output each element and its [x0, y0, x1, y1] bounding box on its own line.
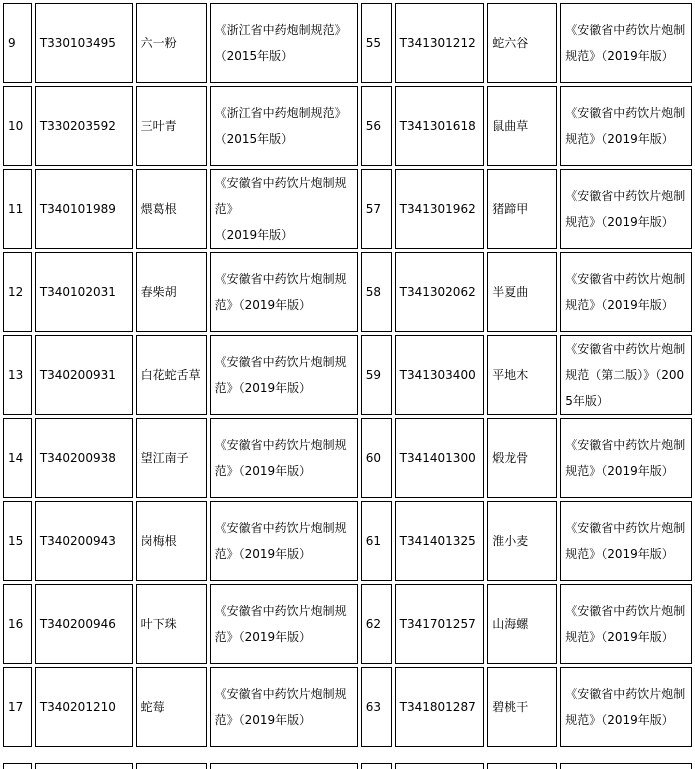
left-standard-text: 《安徽省中药饮片炮制规范》（2019年版）: [214, 355, 347, 395]
right-herb-name-cell: [487, 501, 557, 581]
left-no-text: 9: [8, 36, 16, 50]
left-standard-text: 《浙江省中药炮制规范》 （2015年版）: [214, 106, 347, 146]
left-serial-number-cell: [3, 418, 32, 498]
right-standard-text: 《安徽省中药饮片炮制规范》（2019年版）: [565, 687, 686, 727]
right-standard-text: 《安徽省中药饮片炮制规范（第二版）》（2005年版）: [565, 342, 686, 408]
right-code-text: T341301962: [399, 202, 476, 216]
left-no-text: 17: [8, 700, 24, 714]
left-code-cell: [35, 667, 133, 747]
table-row: [3, 3, 692, 83]
left-standard-text: 《安徽省中药饮片炮制规范》（2019年版）: [214, 272, 347, 312]
right-herb-name-cell: [487, 86, 557, 166]
left-standard-cell: [210, 667, 358, 747]
left-no-text: 10: [8, 119, 24, 133]
right-herb-name-cell: [487, 169, 557, 249]
right-no-text: 62: [365, 617, 382, 631]
left-herb-name-cell: [136, 3, 207, 83]
table-row: [3, 335, 692, 415]
right-herb-name-cell: [487, 667, 557, 747]
left-name-text: 叶下珠: [140, 617, 177, 631]
left-serial-number-cell: [3, 501, 32, 581]
right-code-cell: [395, 3, 485, 83]
left-code-cell: [35, 3, 133, 83]
right-code-text: T341701257: [399, 617, 476, 631]
right-name-text: 半夏曲: [492, 285, 529, 299]
right-serial-number-cell: [361, 501, 392, 581]
left-code-cell: [35, 418, 133, 498]
right-serial-number-cell: [361, 667, 392, 747]
right-no-text: 56: [365, 119, 382, 133]
right-name-text: 蛇六谷: [492, 36, 529, 50]
right-name-text: 平地木: [492, 368, 529, 382]
right-code-cell: [395, 501, 485, 581]
left-code-text: T330203592: [39, 119, 116, 133]
right-code-cell: [395, 584, 485, 664]
left-code-cell: [35, 86, 133, 166]
right-code-cell: [395, 169, 485, 249]
left-herb-name-cell: [136, 418, 207, 498]
left-name-text: 白花蛇舌草: [140, 368, 201, 382]
left-name-text: 春柴胡: [140, 285, 177, 299]
right-code-text: T341301212: [399, 36, 476, 50]
left-code-text: T340200938: [39, 451, 116, 465]
right-standard-text: 《安徽省中药饮片炮制规范》（2019年版）: [565, 106, 686, 146]
right-herb-name-cell: [487, 584, 557, 664]
left-code-cell: [35, 335, 133, 415]
left-name-text: 蛇莓: [140, 700, 165, 714]
left-standard-cell: [210, 418, 358, 498]
left-code-text: T330103495: [39, 36, 116, 50]
right-herb-name-cell: [487, 252, 557, 332]
left-standard-text: 《安徽省中药饮片炮制规范》（2019年版）: [214, 604, 347, 644]
right-code-cell: [395, 252, 485, 332]
left-herb-name-cell: [136, 86, 207, 166]
right-no-text: 60: [365, 451, 382, 465]
left-name-text: 煨葛根: [140, 202, 177, 216]
left-serial-number-cell: [3, 584, 32, 664]
left-serial-number-cell: [3, 335, 32, 415]
right-standard-cell: [560, 667, 692, 747]
left-serial-number-cell: [3, 667, 32, 747]
right-no-text: 63: [365, 700, 382, 714]
left-serial-number-cell: [3, 3, 32, 83]
next-row-cell-edge: [560, 763, 692, 769]
right-name-text: 猪蹄甲: [492, 202, 529, 216]
right-no-text: 61: [365, 534, 382, 548]
left-serial-number-cell: [3, 86, 32, 166]
right-standard-cell: [560, 3, 692, 83]
right-standard-cell: [560, 584, 692, 664]
right-name-text: 煅龙骨: [492, 451, 529, 465]
left-name-text: 三叶青: [140, 119, 177, 133]
right-standard-text: 《安徽省中药饮片炮制规范》（2019年版）: [565, 521, 686, 561]
left-serial-number-cell: [3, 252, 32, 332]
right-serial-number-cell: [361, 584, 392, 664]
right-standard-cell: [560, 418, 692, 498]
left-no-text: 16: [8, 617, 24, 631]
left-code-cell: [35, 501, 133, 581]
left-no-text: 13: [8, 368, 24, 382]
right-code-cell: [395, 418, 485, 498]
table-row: [3, 501, 692, 581]
right-serial-number-cell: [361, 252, 392, 332]
right-no-text: 58: [365, 285, 382, 299]
right-standard-text: 《安徽省中药饮片炮制规范》（2019年版）: [565, 604, 686, 644]
right-standard-text: 《安徽省中药饮片炮制规范》（2019年版）: [565, 23, 686, 63]
right-no-text: 57: [365, 202, 382, 216]
right-code-text: T341301618: [399, 119, 476, 133]
right-name-text: 碧桃干: [492, 700, 529, 714]
right-code-text: T341401325: [399, 534, 476, 548]
right-standard-text: 《安徽省中药饮片炮制规范》（2019年版）: [565, 189, 686, 229]
right-standard-cell: [560, 335, 692, 415]
left-no-text: 14: [8, 451, 24, 465]
left-standard-text: 《安徽省中药饮片炮制规范》（2019年版）: [214, 687, 347, 727]
left-code-text: T340101989: [39, 202, 116, 216]
right-name-text: 山海螺: [492, 617, 529, 631]
left-code-text: T340200931: [39, 368, 116, 382]
next-row-cell-edge: [3, 763, 32, 769]
right-code-text: T341302062: [399, 285, 476, 299]
left-herb-name-cell: [136, 335, 207, 415]
right-serial-number-cell: [361, 335, 392, 415]
left-standard-cell: [210, 169, 358, 249]
right-code-cell: [395, 86, 485, 166]
right-name-text: 淮小麦: [492, 534, 529, 548]
table-row: [3, 252, 692, 332]
left-serial-number-cell: [3, 169, 32, 249]
right-serial-number-cell: [361, 169, 392, 249]
right-standard-cell: [560, 501, 692, 581]
right-serial-number-cell: [361, 3, 392, 83]
left-code-cell: [35, 252, 133, 332]
right-standard-cell: [560, 86, 692, 166]
left-name-text: 岗梅根: [140, 534, 177, 548]
right-name-text: 鼠曲草: [492, 119, 529, 133]
next-row-cell-edge: [136, 763, 207, 769]
right-no-text: 55: [365, 36, 382, 50]
next-row-cell-edge: [210, 763, 358, 769]
right-serial-number-cell: [361, 86, 392, 166]
left-code-text: T340200943: [39, 534, 116, 548]
left-standard-cell: [210, 584, 358, 664]
right-standard-text: 《安徽省中药饮片炮制规范》（2019年版）: [565, 438, 686, 478]
next-row-cell-edge: [395, 763, 485, 769]
right-standard-text: 《安徽省中药饮片炮制规范》（2019年版）: [565, 272, 686, 312]
left-name-text: 望江南子: [140, 451, 189, 465]
left-herb-name-cell: [136, 501, 207, 581]
left-herb-name-cell: [136, 169, 207, 249]
left-standard-text: 《安徽省中药饮片炮制规范》（2019年版）: [214, 438, 347, 478]
left-code-cell: [35, 169, 133, 249]
right-herb-name-cell: [487, 335, 557, 415]
next-row-edge: [0, 763, 695, 769]
right-code-text: T341303400: [399, 368, 476, 382]
table-body: [3, 3, 692, 747]
table-row: [3, 584, 692, 664]
left-no-text: 12: [8, 285, 24, 299]
left-code-text: T340201210: [39, 700, 116, 714]
right-herb-name-cell: [487, 3, 557, 83]
left-code-cell: [35, 584, 133, 664]
right-standard-cell: [560, 169, 692, 249]
table-row: [3, 667, 692, 747]
right-no-text: 59: [365, 368, 382, 382]
left-no-text: 11: [8, 202, 24, 216]
next-row-cell-edge: [361, 763, 392, 769]
right-code-text: T341401300: [399, 451, 476, 465]
right-code-text: T341801287: [399, 700, 476, 714]
right-code-cell: [395, 667, 485, 747]
left-standard-text: 《安徽省中药饮片炮制规范》 （2019年版）: [214, 176, 347, 242]
left-standard-text: 《浙江省中药炮制规范》 （2015年版）: [214, 23, 347, 63]
left-standard-text: 《安徽省中药饮片炮制规范》（2019年版）: [214, 521, 347, 561]
right-code-cell: [395, 335, 485, 415]
right-herb-name-cell: [487, 418, 557, 498]
next-row-cell-edge: [487, 763, 557, 769]
left-name-text: 六一粉: [140, 36, 177, 50]
table-row: [3, 418, 692, 498]
left-code-text: T340200946: [39, 617, 116, 631]
right-standard-cell: [560, 252, 692, 332]
left-herb-name-cell: [136, 252, 207, 332]
left-no-text: 15: [8, 534, 24, 548]
left-standard-cell: [210, 501, 358, 581]
table-row: [3, 86, 692, 166]
right-serial-number-cell: [361, 418, 392, 498]
left-herb-name-cell: [136, 584, 207, 664]
left-code-text: T340102031: [39, 285, 116, 299]
table-row: [3, 169, 692, 249]
left-standard-cell: [210, 335, 358, 415]
left-herb-name-cell: [136, 667, 207, 747]
left-standard-cell: [210, 3, 358, 83]
next-row-cell-edge: [35, 763, 133, 769]
left-standard-cell: [210, 86, 358, 166]
left-standard-cell: [210, 252, 358, 332]
